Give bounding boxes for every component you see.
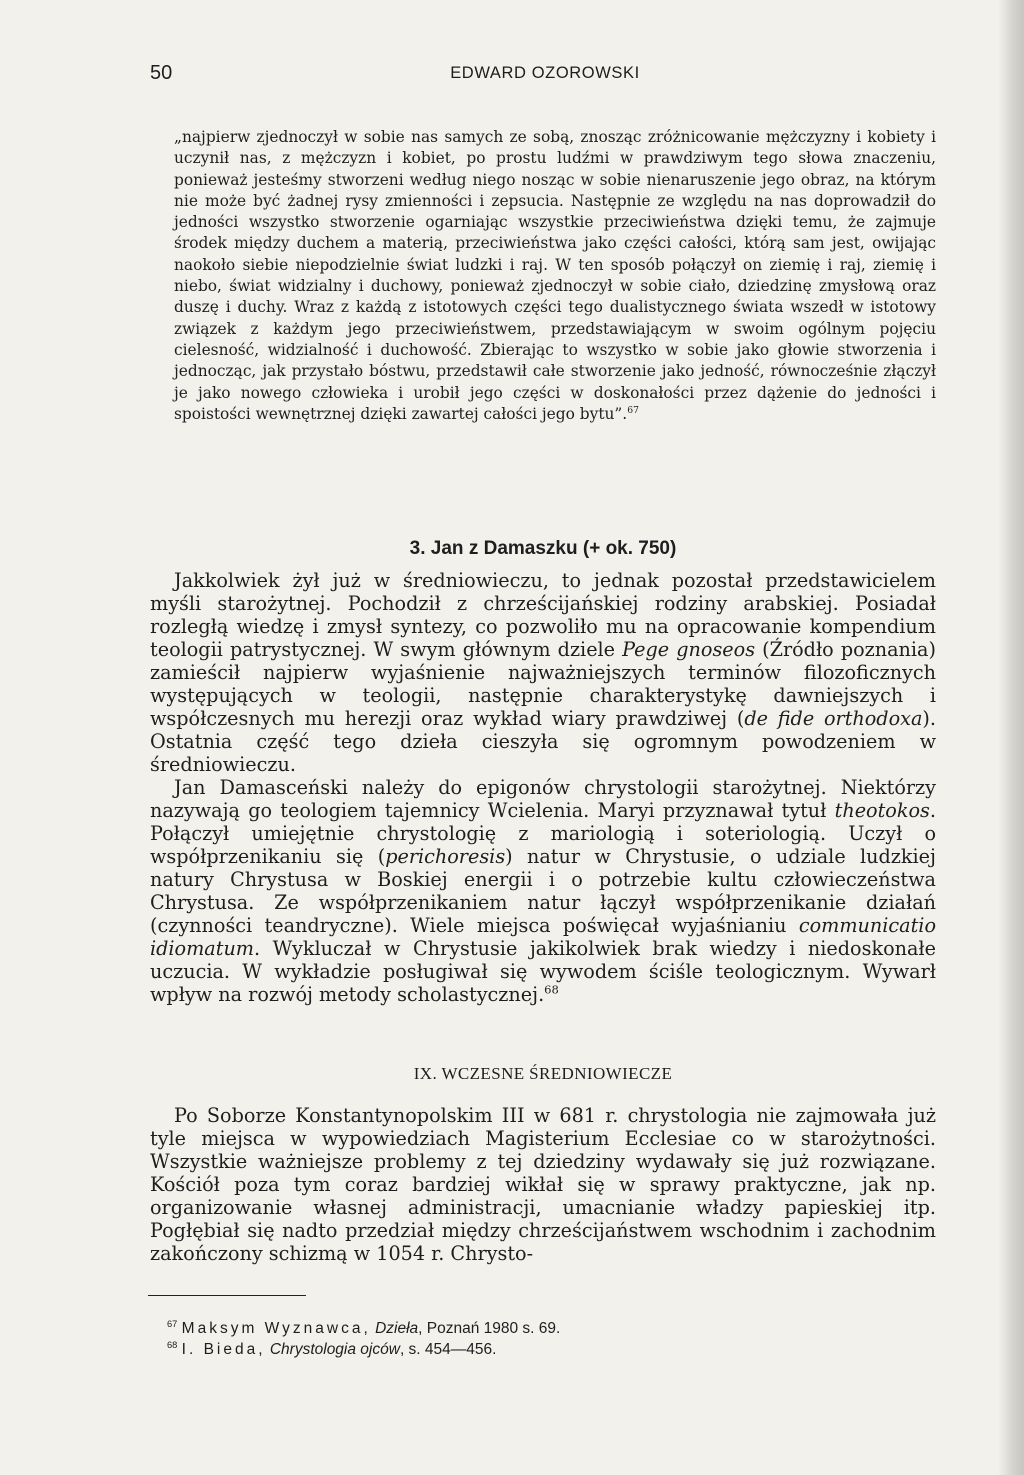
text-run: Jan Damasceński należy do epigonów chrystologii starożytnej. Niektórzy nazywają go teologiem tajemnicy Wcielenia. Maryi przyznawał tytuł — [150, 776, 936, 822]
page-edge-shadow — [998, 0, 1024, 1475]
text-run: (Źródło poznania) zamieścił najpierw wyjaśnienie najważniejszych terminów filozoficznych występujących w teologii, następnie charakterystykę dawniejszych i współczesnych mu herezji oraz wykład wiary prawdziwej ( — [150, 638, 936, 730]
text-run: ) natur w Chrystusie, o udziale ludzkiej natury Chrystusa w Boskiej energii i o potrzebie kultu człowieczeństwa Chrystusa. Ze współprzenikaniem natur łączył współprzenikanie działań (czynności teandryczne). Wiele miejsca poświęcał wyjaśnianiu — [150, 845, 936, 937]
italic-term: perichoresis — [385, 845, 506, 868]
footnote-author: I. Bieda, — [181, 1341, 266, 1358]
footnote-rest: , Poznań 1980 s. 69. — [418, 1320, 561, 1337]
footnote-divider — [148, 1295, 306, 1296]
footnote-number: 68 — [167, 1339, 178, 1350]
block-quote — [174, 127, 936, 425]
quote-paragraph — [174, 127, 936, 425]
footnote-68 — [167, 1339, 927, 1360]
italic-title: de fide orthodoxa — [744, 707, 923, 730]
text-run: Jakkolwiek żył już w średniowieczu, to jednak pozostał przedstawicielem myśli starożytnej. Pochodził z chrześcijańskiej rodziny arabskiej. Posiadał rozległą wiedzę i zmysł syntezy, co pozwoliło mu na opracowanie kompendium teologii patrystycznej. W swym głównym dziele — [150, 569, 936, 661]
body-paragraph — [150, 776, 936, 1006]
footnote-67 — [167, 1318, 927, 1339]
chapter-heading-wczesne-sredniowiecze: IX. WCZESNE ŚREDNIOWIECZE — [413, 1064, 673, 1083]
footnote-rest: , s. 454—456. — [399, 1341, 497, 1358]
footnote-title: Dzieła — [375, 1320, 419, 1337]
italic-term: theotokos — [834, 799, 930, 822]
running-title: EDWARD OZOROWSKI — [450, 64, 640, 82]
text-run: . Wykluczał w Chrystusie jakikolwiek brak wiedzy i niedoskonałe uczucia. W wykładzie posługiwał się wywodem ściśle teologicznym. Wywarł wpływ na rozwój metody scholastycznej. — [150, 937, 936, 1006]
text-run: . Połączył umiejętnie chrystologię z mariologią i soteriologią. Uczył o współprzenikaniu się ( — [150, 799, 936, 868]
footnote-ref-67: 67 — [627, 404, 639, 416]
footnote-number: 67 — [167, 1318, 178, 1329]
footnote-ref-68: 68 — [544, 982, 559, 997]
body-paragraph — [150, 569, 936, 776]
italic-term: communicatio idiomatum — [150, 914, 936, 960]
footnotes — [167, 1318, 927, 1360]
footnote-title: Chrystologia ojców — [269, 1341, 400, 1358]
page-header — [150, 62, 940, 92]
body-paragraph: Po Soborze Konstantynopolskim III w 681 r. chrystologia nie zajmowała już tyle miejsca w wypowiedziach Magisterium Ecclesiae co w starożytności. Wszystkie ważniejsze problemy z tej dziedziny wydawały się już rozwiązane. Kościół poza tym coraz bardziej wikłał się w sprawy praktyczne, jak np. organizowanie własnej administracji, umacnianie władzy papieskiej itp. Pogłębiał się nadto przedział między chrześcijaństwem wschodnim i zachodnim zakończony schizmą w 1054 r. Chrysto- — [150, 1104, 936, 1265]
section-body-jan-z-damaszku — [150, 569, 936, 1006]
quote-text: „najpierw zjednoczył w sobie nas samych ze sobą, znosząc zróżnicowanie mężczyzny i kobiety i uczynił nas, z mężczyzn i kobiet, po prostu ludźmi w prawdziwym tego słowa znaczeniu, ponieważ jesteśmy stworzeni według niego nosząc w sobie nienaruszenie jego obraz, na którym nie może być żadnej rysy zmienności i zepsucia. Następnie ze względu na nas doprowadził do jedności wszystko stworzenie ogarniając wszystkie przeciwieństwa dzięki temu, że zajmuje środek między duchem a materią, przeciwieństwa jako części całości, którą sam jest, owijając naokoło siebie niepodzielnie świat ludzki i raj. W ten sposób połączył on ziemię i raj, ziemię i niebo, świat widzialny i duchowy, ponieważ zjednoczył w sobie ciało, dziedzinę zmysłową oraz duszę i duchy. Wraz z każdą z istotowych części tego dualistycznego świata wszedł w istotowy związek z każdym jego przeciwieństwem, przedstawiającym w swoim ogólnym pojęciu cielesność, widzialność i duchowość. Zbierając to wszystko w sobie jako głowie stworzenia i jednocząc, jak przystało bóstwu, przedstawił całe stworzenie jako jedność, równocześnie złączył je jako nowego człowieka i urobił jego części w doskonałości przez dążenie do jedności i spoistości wewnętrznej dzięki zawartej całości jego bytu”. — [174, 128, 936, 423]
section-heading-jan-z-damaszku: 3. Jan z Damaszku (+ ok. 750) — [409, 538, 677, 559]
page-number: 50 — [150, 62, 173, 84]
italic-title: Pege gnoseos — [622, 638, 756, 661]
section-body-wczesne-sredniowiecze — [150, 1104, 936, 1265]
footnote-author: Maksym Wyznawca, — [181, 1320, 371, 1337]
text-run: ). Ostatnia część tego dzieła cieszyła się ogromnym powodzeniem w średniowieczu. — [150, 707, 936, 776]
